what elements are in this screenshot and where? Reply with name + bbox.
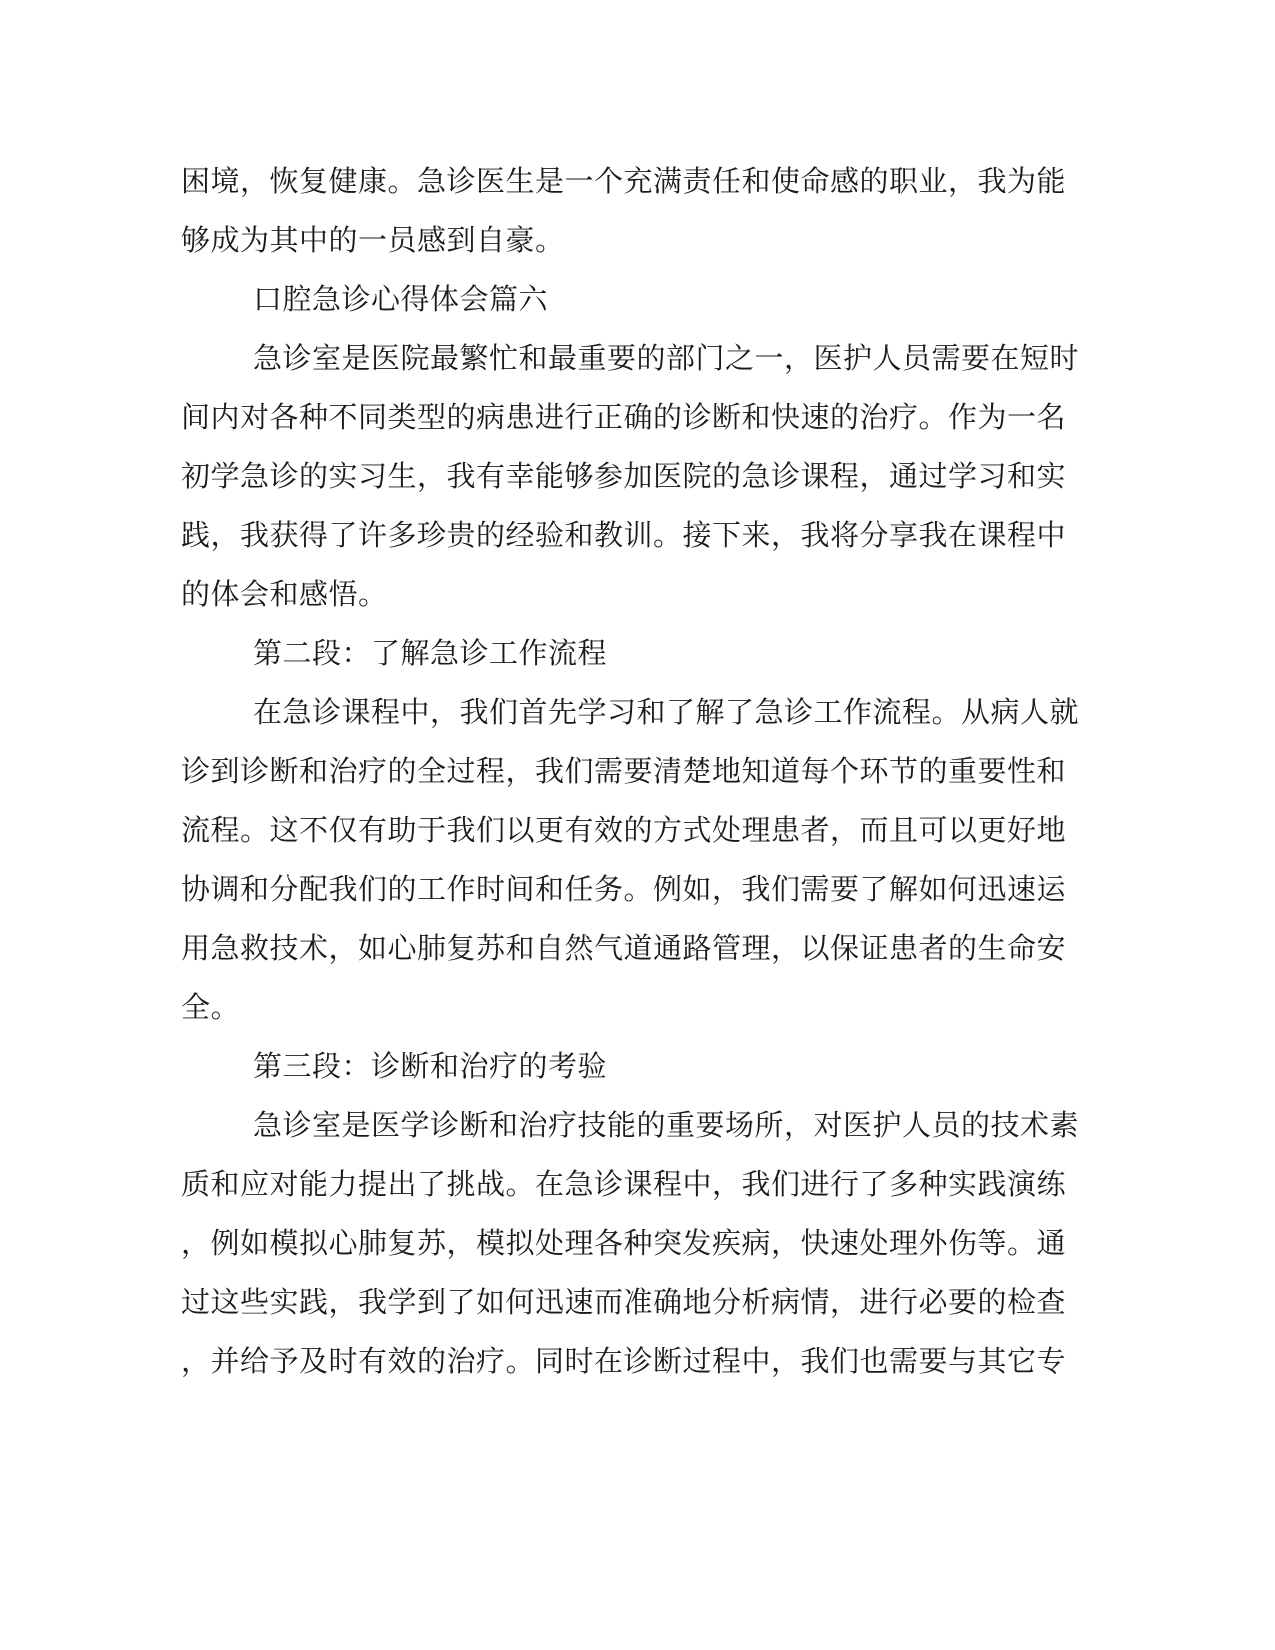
section-heading: 第三段：诊断和治疗的考验 xyxy=(253,1049,608,1083)
text-line: 的体会和感悟。 xyxy=(181,577,388,611)
text-line: ，例如模拟心肺复苏，模拟处理各种突发疾病，快速处理外伤等。通 xyxy=(181,1226,1067,1260)
text-line: 初学急诊的实习生，我有幸能够参加医院的急诊课程，通过学习和实 xyxy=(181,459,1067,493)
text-line: ，并给予及时有效的治疗。同时在诊断过程中，我们也需要与其它专 xyxy=(181,1344,1067,1378)
text-line: 够成为其中的一员感到自豪。 xyxy=(181,223,565,257)
text-line: 全。 xyxy=(181,990,241,1024)
text-line: 过这些实践，我学到了如何迅速而准确地分析病情，进行必要的检查 xyxy=(181,1285,1067,1319)
text-line: 间内对各种不同类型的病患进行正确的诊断和快速的治疗。作为一名 xyxy=(181,400,1067,434)
text-line: 在急诊课程中，我们首先学习和了解了急诊工作流程。从病人就 xyxy=(253,695,1080,729)
text-line: 流程。这不仅有助于我们以更有效的方式处理患者，而且可以更好地 xyxy=(181,813,1067,847)
section-heading: 第二段：了解急诊工作流程 xyxy=(253,636,608,670)
section-title: 口腔急诊心得体会篇六 xyxy=(253,282,549,316)
text-line: 协调和分配我们的工作时间和任务。例如，我们需要了解如何迅速运 xyxy=(181,872,1067,906)
text-line: 急诊室是医学诊断和治疗技能的重要场所，对医护人员的技术素 xyxy=(253,1108,1080,1142)
text-line: 急诊室是医院最繁忙和最重要的部门之一，医护人员需要在短时 xyxy=(253,341,1080,375)
text-line: 诊到诊断和治疗的全过程，我们需要清楚地知道每个环节的重要性和 xyxy=(181,754,1067,788)
text-line: 困境，恢复健康。急诊医生是一个充满责任和使命感的职业，我为能 xyxy=(181,164,1067,198)
text-line: 质和应对能力提出了挑战。在急诊课程中，我们进行了多种实践演练 xyxy=(181,1167,1067,1201)
text-line: 用急救技术，如心肺复苏和自然气道通路管理，以保证患者的生命安 xyxy=(181,931,1067,965)
text-line: 践，我获得了许多珍贵的经验和教训。接下来，我将分享我在课程中 xyxy=(181,518,1067,552)
